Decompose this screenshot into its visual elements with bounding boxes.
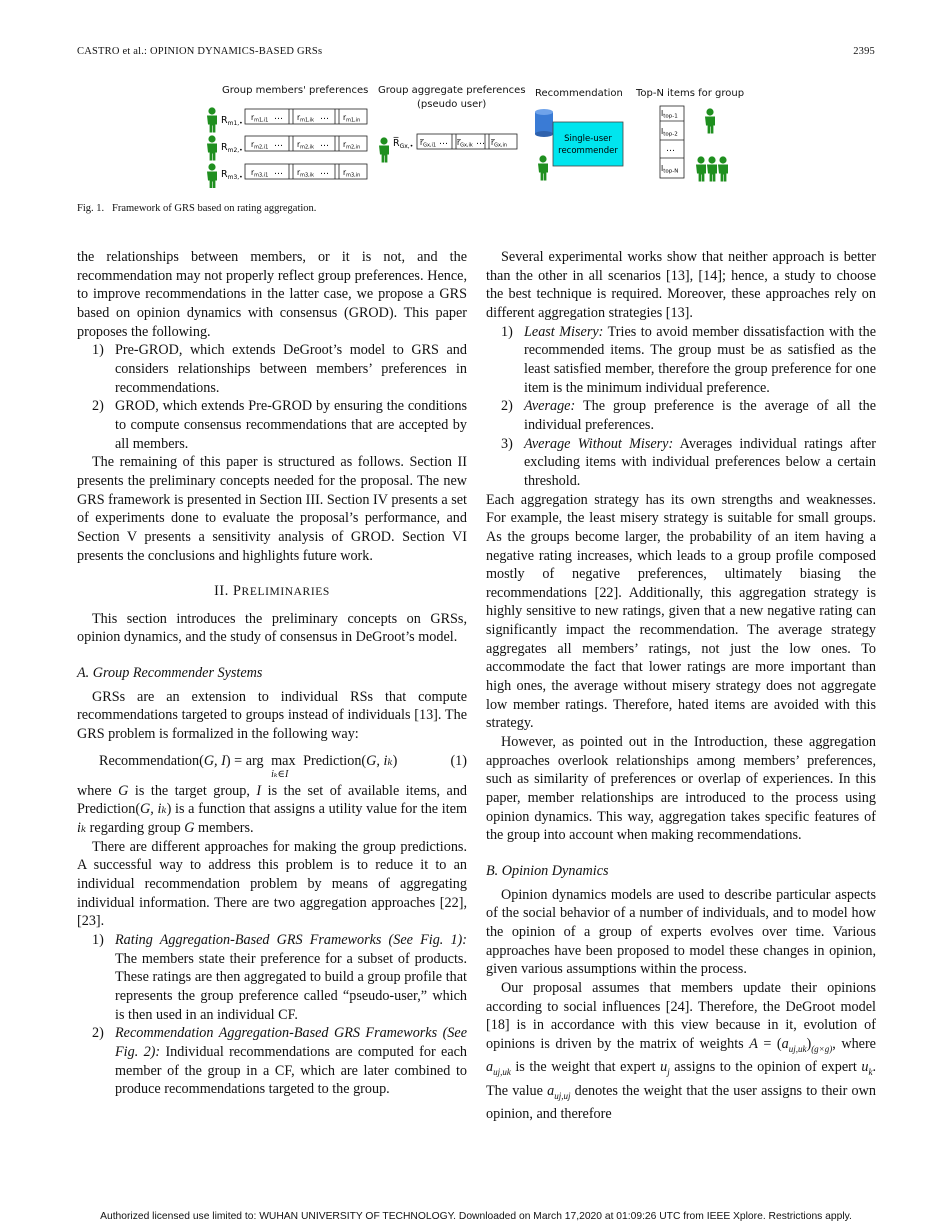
svg-text:rm3,in: $r_{m3,in}$ — [343, 168, 361, 179]
svg-text:Rm1,•: $R_{m1,•}$ — [221, 115, 243, 127]
svg-text:…: … — [476, 137, 485, 147]
right-column — [486, 248, 876, 1124]
figure-1-diagram — [195, 78, 755, 188]
paragraph: Our proposal assumes that members update their opinions according to social influences [24]. Therefore, the DeGroot model [18] is in accordance with this view because in it, evolution of opinions is driven by the matrix of weights $A = (a_{uj,uk})_{(g\times g)}$, where $a_{uj,uk}$ is the weight that expert $u_j$ assigns to the opinion of expert $u_k$. The value $a_{uj,uj}$ denotes the weight that the user assigns to their own opinion, and therefore — [486, 979, 876, 1123]
fig-title-aggregate-sub: (pseudo user) — [417, 99, 487, 110]
paragraph: Opinion dynamics models are used to describe particular aspects of the social behavior of a number of individuals, and to model how the opinion of a group of experts evolves over time. Various approaches have been proposed to model these changes in opinion, given various assumptions within the process. — [486, 886, 876, 978]
svg-text:Itop-1: $I_{top-1}$ — [661, 109, 678, 120]
svg-text:r̅Gx,i1: $r̅_{Gx,i1}$ — [420, 138, 437, 149]
equation-1: Recommendation(G, I) = arg max iₖ∈I Prediction(G, iₖ) (1) — [99, 752, 467, 780]
person-icon — [696, 156, 706, 181]
fig-title-aggregate: Group aggregate preferences — [378, 85, 526, 96]
svg-text:rm2,ik: $r_{m2,ik}$ — [297, 140, 315, 151]
svg-text:rm2,in: $r_{m2,in}$ — [343, 140, 361, 151]
svg-text:rm1,i1: $r_{m1,i1}$ — [251, 113, 269, 124]
svg-text:Rm3,•: $R_{m3,•}$ — [221, 169, 243, 181]
person-icon — [707, 156, 717, 181]
paragraph: where G is the target group, I is the set of available items, and Prediction(G, iₖ) is a function that assigns a utility value for the item iₖ regarding group G members. — [77, 782, 468, 837]
strategy-list — [486, 323, 876, 491]
member-row-2 — [207, 135, 367, 160]
list-item: 2) Recommendation Aggregation-Based GRS Frameworks (See Fig. 2): Individual recommendations are computed for each member of the group in a CF, which are later combined to produce recommendations targeted to the group. — [92, 1025, 468, 1098]
svg-text:r̅Gx,ik: $r̅_{Gx,ik}$ — [457, 138, 473, 149]
svg-text:…: … — [320, 167, 329, 177]
figure-1 — [195, 78, 755, 188]
svg-text:…: … — [274, 112, 283, 122]
paragraph: Several experimental works show that neither approach is better than the other in all scenarios [13], [14]; hence, a study to choose the best technique is required. Moreover, these approaches rely on different aggregation strategies [13]. — [486, 249, 876, 321]
svg-text:rm2,i1: $r_{m2,i1}$ — [251, 140, 269, 151]
subsection-heading: B. Opinion Dynamics — [486, 863, 609, 879]
svg-text:rm1,ik: $r_{m1,ik}$ — [297, 113, 315, 124]
approach-list — [77, 931, 467, 1099]
running-title: CASTRO et al.: OPINION DYNAMICS-BASED GRSs — [77, 46, 323, 57]
svg-text:…: … — [274, 167, 283, 177]
svg-text:Itop-N: $I_{top-N}$ — [661, 164, 679, 175]
fig-title-topn: Top-N items for group — [636, 88, 745, 99]
person-icon — [379, 137, 389, 162]
page-number: 2395 — [853, 46, 875, 57]
person-icon — [207, 163, 217, 188]
svg-text:Single-user: Single-user — [564, 134, 612, 144]
list-item: 1) Least Misery: Tries to avoid member dissatisfaction with the recommended items. The group must be as satisfied as the least satisfied member, therefore the group preference for one item is the minimum individual preference. — [501, 323, 876, 396]
member-row-1 — [207, 107, 367, 132]
person-icon — [207, 107, 217, 132]
person-icon — [705, 108, 715, 133]
paragraph: However, as pointed out in the Introduction, these aggregation approaches overlook relationships among members’ preferences, such as similarity of preferences or overlap of experiences. In this paper, member relationships are introduced to the process using opinion dynamics. This way, aggregation takes specific features of the group into account when making recommendations. — [486, 734, 876, 844]
svg-text:recommender: recommender — [558, 146, 618, 156]
svg-text:…: … — [320, 139, 329, 149]
svg-text:…: … — [439, 137, 448, 147]
paragraph: Each aggregation strategy has its own strengths and weaknesses. For example, the least misery strategy is suitable for small groups. As the groups become larger, the probability of an item having a negative rating increases, which leads to a group profile composed mostly of negative preferences, ultimately biasing the recommendations [22]. Additionally, this aggregation strategy is highly sensitive to new ratings, given that a new negative rating can significantly impact the recommendation. The average strategy aggregates all members’ ratings, not just the low ones. To accommodate the fact that lower ratings are more important than high ones, the average without misery strategy does not aggregate low member ratings. Therefore, hated items are avoided with this strategy. — [486, 491, 876, 732]
svg-text:r̅Gx,in: $r̅_{Gx,in}$ — [491, 138, 508, 149]
left-column — [77, 248, 467, 1099]
paragraph: GRSs are an extension to individual RSs that compute recommendations targeted to groups instead of individuals [13]. The GRS problem is formalized in the following way: — [77, 688, 467, 743]
person-icon — [718, 156, 728, 181]
recommender-engine-box — [553, 122, 623, 166]
figure-caption: Fig. 1. Framework of GRS based on rating aggregation. — [77, 203, 317, 214]
group-aggregate-row — [379, 134, 517, 163]
section-heading: II. PRELIMINARIES — [214, 583, 330, 600]
svg-text:…: … — [320, 112, 329, 122]
member-row-3 — [207, 163, 367, 188]
list-item: 3) Average Without Misery: Averages individual ratings after excluding items with individual preferences below a certain threshold. — [501, 435, 876, 489]
subsection-heading: A. Group Recommender Systems — [77, 665, 263, 682]
svg-text:rm3,i1: $r_{m3,i1}$ — [251, 168, 269, 179]
list-item: 2) GROD, which extends Pre-GROD by ensuring the conditions to compute consensus recommendations that are accepted by all members. — [92, 398, 467, 452]
person-icon — [538, 155, 548, 180]
fig-title-recommendation: Recommendation — [535, 88, 623, 99]
svg-text:rm1,in: $r_{m1,in}$ — [343, 113, 361, 124]
list-item: 2) Average: The group preference is the average of all the individual preferences. — [501, 398, 876, 433]
svg-text:Itop-2: $I_{top-2}$ — [661, 127, 678, 138]
svg-text:rm3,ik: $r_{m3,ik}$ — [297, 168, 315, 179]
svg-text:Rm2,•: $R_{m2,•}$ — [221, 142, 243, 154]
top-n-list — [660, 106, 684, 178]
list-item: 1) Pre-GROD, which extends DeGroot’s model to GRS and considers relationships between members’ preferences in recommendations. — [92, 342, 467, 396]
paragraph: The remaining of this paper is structured as follows. Section II presents the preliminary concepts needed for the proposal. The new GRS framework is presented in Section III. Section IV presents a set of experiments done to evaluate the proposal’s performance, and Section V presents a sensitivity analysis of GROD. Section VI presents the conclusions and highlights future work. — [77, 454, 467, 564]
svg-text:…: … — [274, 139, 283, 149]
contribution-list — [77, 341, 467, 453]
database-icon — [535, 109, 553, 137]
fig-title-members: Group members' preferences — [222, 85, 369, 96]
paragraph: This section introduces the preliminary concepts on GRSs, opinion dynamics, and the study of consensus in DeGroot’s model. — [77, 610, 467, 646]
svg-text:R̅Gx,•: $R̅_{Gx,•}$ — [393, 138, 414, 150]
paragraph: the relationships between members, or it is not, and the recommendation may not properly reflect group preferences. Hence, to improve recommendations in the latter case, we propose a GRS based on opinion dynamics with consensus (GROD). This paper proposes the following. — [77, 249, 467, 340]
svg-text:…: … — [666, 144, 675, 154]
paragraph: There are different approaches for making the group predictions. A successful way to address this problem is to reduce it to an individual recommendation problem by means of aggregating individual information. There are two aggregation approaches [22], [23]. — [77, 838, 467, 930]
license-footer: Authorized licensed use limited to: WUHAN UNIVERSITY OF TECHNOLOGY. Downloaded on March 17,2020 at 01:09:26 UTC from IEEE Xplore. Restrictions apply. — [100, 1211, 852, 1222]
person-icon — [207, 135, 217, 160]
list-item: 1) Rating Aggregation-Based GRS Frameworks (See Fig. 1): The members state their preference for a subset of products. These ratings are then aggregated to build a group profile that represents the group preference called “pseudo-user,” which is then used in an individual CF. — [92, 932, 467, 1023]
